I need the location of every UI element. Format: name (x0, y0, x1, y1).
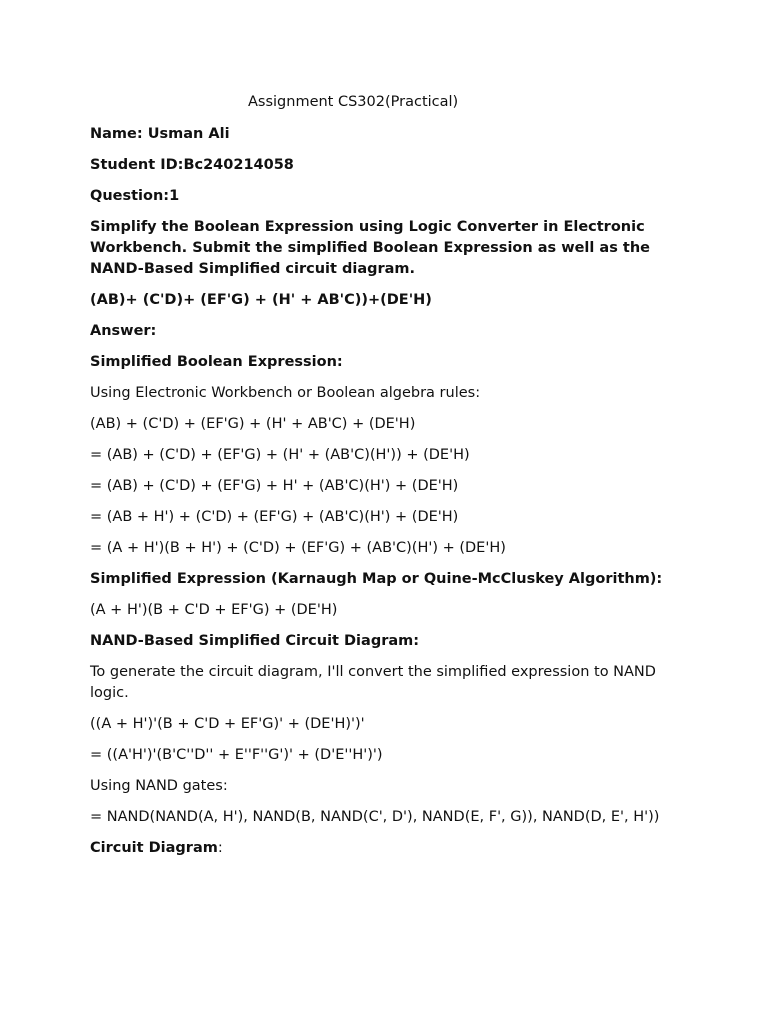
circuit-heading-line (90, 838, 690, 859)
using-nand: Using NAND gates: (90, 778, 228, 794)
intro-line: Using Electronic Workbench or Boolean algebra rules: (90, 385, 481, 401)
given-expression: (AB)+ (C'D)+ (EF'G) + (H' + AB'C))+(DE'H) (90, 292, 432, 308)
simplified-expression: (A + H')(B + C'D + EF'G) + (DE'H) (90, 602, 338, 618)
step-line: (AB) + (C'D) + (EF'G) + (H' + AB'C) + (DE'H) (90, 416, 416, 432)
answer-label: Answer: (90, 323, 157, 339)
question-text: Simplify the Boolean Expression using Logic Converter in Electronic Workbench. Submit the simplified Boolean Expression as well as the NAND-Based Simplified circuit diagram. (90, 219, 650, 277)
step-line: = (A + H')(B + H') + (C'D) + (EF'G) + (AB'C)(H') + (DE'H) (90, 540, 506, 556)
document-title: Assignment CS302(Practical) (248, 94, 459, 110)
student-name: Name: Usman Ali (90, 126, 230, 142)
student-id: Student ID:Bc240214058 (90, 157, 294, 173)
nand-step: ((A + H')'(B + C'D + EF'G)' + (DE'H)')' (90, 716, 365, 732)
question-label: Question:1 (90, 188, 180, 204)
nand-heading: NAND-Based Simplified Circuit Diagram: (90, 633, 420, 649)
simplified-heading: Simplified Boolean Expression: (90, 354, 343, 370)
step-line: = (AB) + (C'D) + (EF'G) + H' + (AB'C)(H') + (DE'H) (90, 478, 459, 494)
document-body (90, 124, 690, 869)
circuit-heading: Circuit Diagram (90, 840, 218, 856)
nand-step: = ((A'H')'(B'C''D'' + E''F''G')' + (D'E''H')') (90, 747, 383, 763)
circuit-colon: : (217, 840, 223, 856)
step-line: = (AB) + (C'D) + (EF'G) + (H' + (AB'C)(H')) + (DE'H) (90, 447, 470, 463)
nand-intro: To generate the circuit diagram, I'll convert the simplified expression to NAND logic. (90, 664, 656, 701)
nand-final: = NAND(NAND(A, H'), NAND(B, NAND(C', D'), NAND(E, F', G)), NAND(D, E', H')) (90, 809, 660, 825)
kmap-heading: Simplified Expression (Karnaugh Map or Quine-McCluskey Algorithm): (90, 571, 663, 587)
step-line: = (AB + H') + (C'D) + (EF'G) + (AB'C)(H') + (DE'H) (90, 509, 459, 525)
